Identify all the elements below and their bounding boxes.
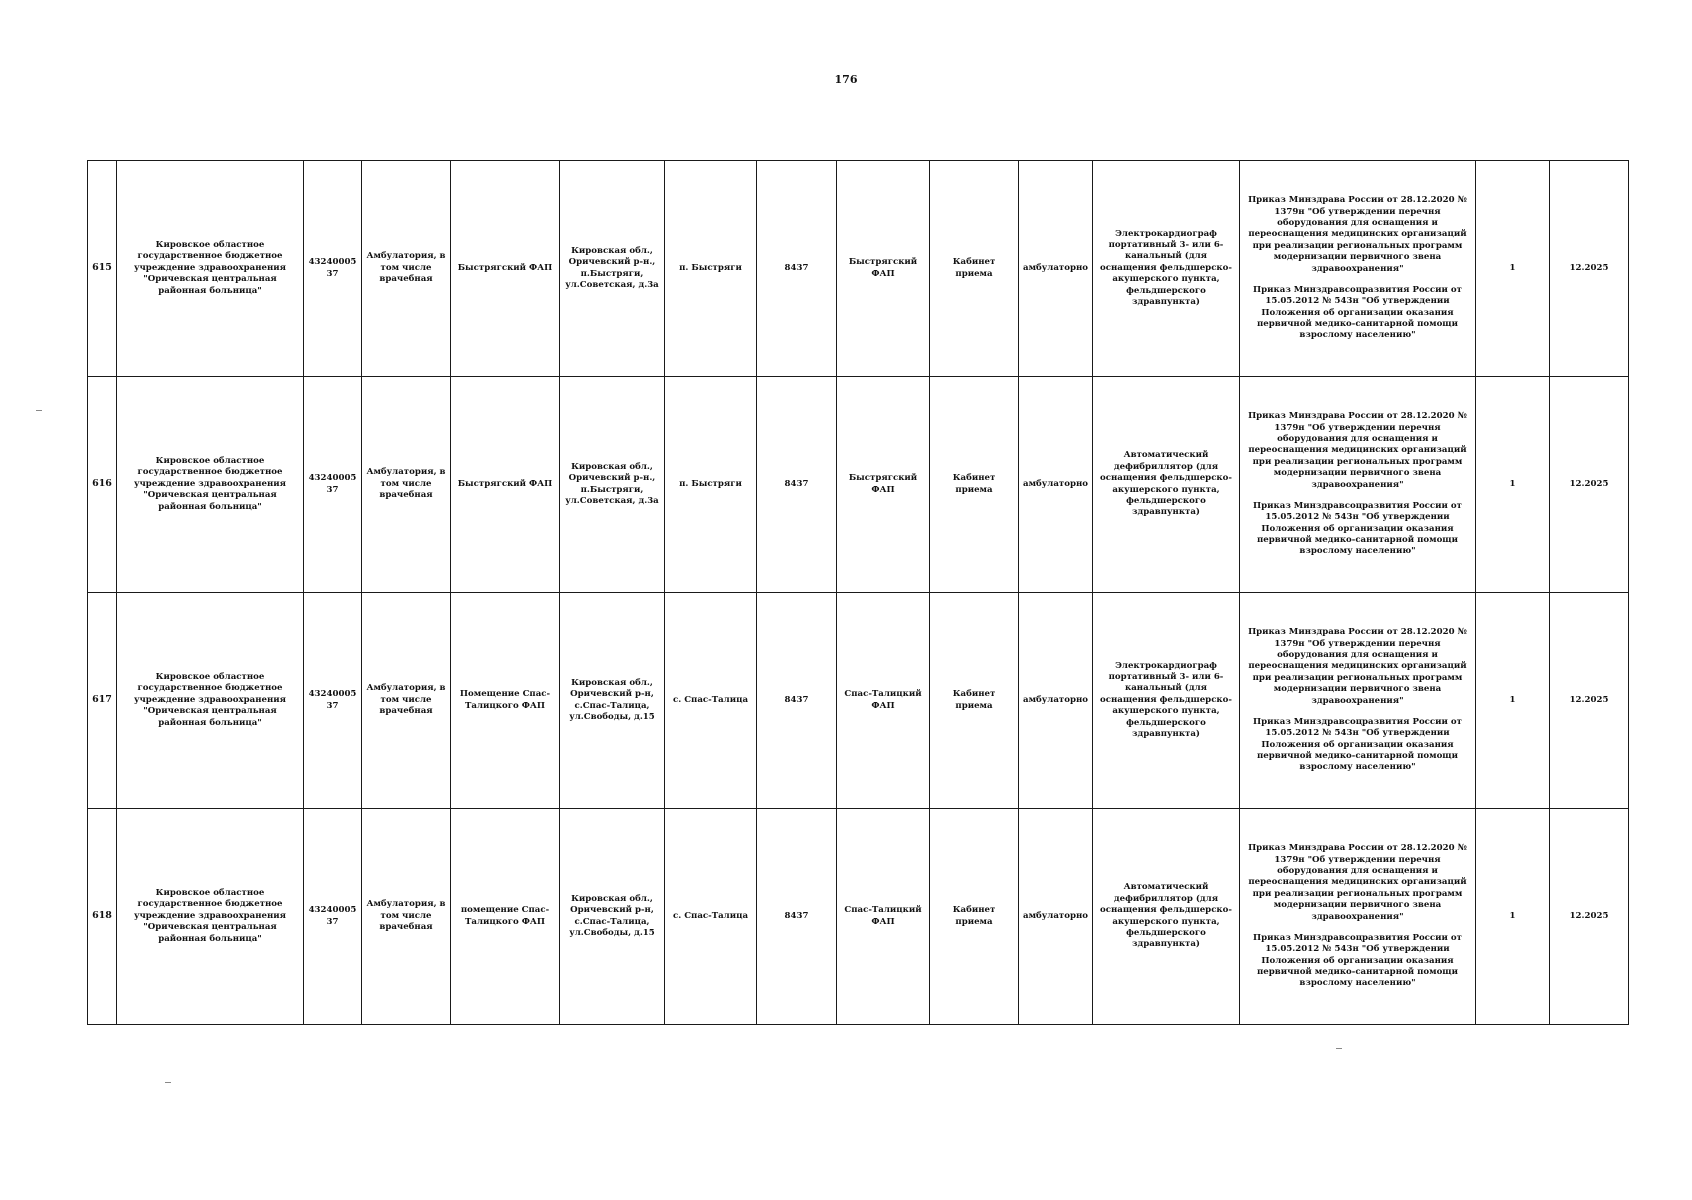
organization-cell: Кировское областное государственное бюджетное учреждение здравоохранения "Оричевская центральная районная больница" — [117, 593, 304, 809]
date-cell: 12.2025 — [1550, 593, 1629, 809]
settlement-cell: с. Спас-Талица — [665, 593, 757, 809]
document-reference-1: Приказ Минздрава России от 28.12.2020 № 1379н "Об утверждении перечня оборудования для оснащения и переоснащения медицинских организаций при реализации региональных программ модернизации первичного звена здравоохранения" — [1248, 195, 1467, 274]
condition-cell: амбулаторно — [1019, 161, 1093, 377]
document-reference-1: Приказ Минздрава России от 28.12.2020 № 1379н "Об утверждении перечня оборудования для оснащения и переоснащения медицинских организаций при реализации региональных программ модернизации первичного звена здравоохранения" — [1248, 627, 1467, 706]
date-cell: 12.2025 — [1550, 377, 1629, 593]
address-cell: Кировская обл., Оричевский р-н., п.Быстряги, ул.Советская, д.3а — [560, 161, 665, 377]
unit-cell: Быстрягский ФАП — [451, 161, 560, 377]
code-cell: 8437 — [757, 377, 837, 593]
condition-cell: амбулаторно — [1019, 593, 1093, 809]
facility-type-cell: Амбулатория, в том числе врачебная — [362, 809, 451, 1025]
address-cell: Кировская обл., Оричевский р-н., п.Быстряги, ул.Советская, д.3а — [560, 377, 665, 593]
quantity-cell: 1 — [1476, 593, 1550, 809]
scan-speck — [165, 1082, 171, 1083]
equipment-cell: Электрокардиограф портативный 3- или 6-канальный (для оснащения фельдшерско-акушерского пункта, фельдшерского здравпункта) — [1093, 161, 1240, 377]
unit-cell: Помещение Спас-Талицкого ФАП — [451, 593, 560, 809]
row-number-cell: 617 — [88, 593, 117, 809]
register-table — [87, 160, 1629, 1025]
inn-cell: 4324000537 — [304, 593, 362, 809]
scan-speck — [1336, 1048, 1342, 1049]
unit-name-cell: Быстрягский ФАП — [837, 377, 930, 593]
condition-cell: амбулаторно — [1019, 809, 1093, 1025]
row-number-cell: 618 — [88, 809, 117, 1025]
document-reference-2: Приказ Минздравсоцразвития России от 15.05.2012 № 543н "Об утверждении Положения об организации оказания первичной медико-санитарной помощи взрослому населению" — [1253, 500, 1462, 557]
inn-cell: 4324000537 — [304, 377, 362, 593]
documents-cell — [1240, 161, 1476, 377]
unit-name-cell: Быстрягский ФАП — [837, 161, 930, 377]
facility-type-cell: Амбулатория, в том числе врачебная — [362, 377, 451, 593]
date-cell: 12.2025 — [1550, 809, 1629, 1025]
quantity-cell: 1 — [1476, 809, 1550, 1025]
quantity-cell: 1 — [1476, 377, 1550, 593]
document-reference-2: Приказ Минздравсоцразвития России от 15.05.2012 № 543н "Об утверждении Положения об организации оказания первичной медико-санитарной помощи взрослому населению" — [1253, 284, 1462, 341]
address-cell: Кировская обл., Оричевский р-н, с.Спас-Талица, ул.Свободы, д.15 — [560, 593, 665, 809]
address-cell: Кировская обл., Оричевский р-н, с.Спас-Талица, ул.Свободы, д.15 — [560, 809, 665, 1025]
quantity-cell: 1 — [1476, 161, 1550, 377]
row-number-cell: 616 — [88, 377, 117, 593]
equipment-cell: Автоматический дефибриллятор (для оснащения фельдшерско-акушерского пункта, фельдшерского здравпункта) — [1093, 377, 1240, 593]
settlement-cell: п. Быстряги — [665, 161, 757, 377]
inn-cell: 4324000537 — [304, 161, 362, 377]
unit-cell: помещение Спас-Талицкого ФАП — [451, 809, 560, 1025]
document-reference-1: Приказ Минздрава России от 28.12.2020 № 1379н "Об утверждении перечня оборудования для оснащения и переоснащения медицинских организаций при реализации региональных программ модернизации первичного звена здравоохранения" — [1248, 843, 1467, 922]
code-cell: 8437 — [757, 161, 837, 377]
page-number: 176 — [834, 73, 858, 86]
equipment-cell: Электрокардиограф портативный 3- или 6-канальный (для оснащения фельдшерско-акушерского пункта, фельдшерского здравпункта) — [1093, 593, 1240, 809]
room-cell: Кабинет приема — [930, 377, 1019, 593]
documents-cell — [1240, 593, 1476, 809]
document-reference-2: Приказ Минздравсоцразвития России от 15.05.2012 № 543н "Об утверждении Положения об организации оказания первичной медико-санитарной помощи взрослому населению" — [1253, 716, 1462, 773]
unit-name-cell: Спас-Талицкий ФАП — [837, 593, 930, 809]
facility-type-cell: Амбулатория, в том числе врачебная — [362, 161, 451, 377]
inn-cell: 4324000537 — [304, 809, 362, 1025]
room-cell: Кабинет приема — [930, 809, 1019, 1025]
unit-cell: Быстрягский ФАП — [451, 377, 560, 593]
documents-cell — [1240, 809, 1476, 1025]
table-row — [88, 161, 1629, 377]
table-row — [88, 377, 1629, 593]
room-cell: Кабинет приема — [930, 593, 1019, 809]
equipment-cell: Автоматический дефибриллятор (для оснащения фельдшерско-акушерского пункта, фельдшерского здравпункта) — [1093, 809, 1240, 1025]
documents-cell — [1240, 377, 1476, 593]
organization-cell: Кировское областное государственное бюджетное учреждение здравоохранения "Оричевская центральная районная больница" — [117, 161, 304, 377]
organization-cell: Кировское областное государственное бюджетное учреждение здравоохранения "Оричевская центральная районная больница" — [117, 809, 304, 1025]
unit-name-cell: Спас-Талицкий ФАП — [837, 809, 930, 1025]
settlement-cell: с. Спас-Талица — [665, 809, 757, 1025]
table-row — [88, 593, 1629, 809]
settlement-cell: п. Быстряги — [665, 377, 757, 593]
table-row — [88, 809, 1629, 1025]
room-cell: Кабинет приема — [930, 161, 1019, 377]
organization-cell: Кировское областное государственное бюджетное учреждение здравоохранения "Оричевская центральная районная больница" — [117, 377, 304, 593]
date-cell: 12.2025 — [1550, 161, 1629, 377]
document-reference-2: Приказ Минздравсоцразвития России от 15.05.2012 № 543н "Об утверждении Положения об организации оказания первичной медико-санитарной помощи взрослому населению" — [1253, 932, 1462, 989]
scan-speck — [36, 410, 42, 411]
code-cell: 8437 — [757, 809, 837, 1025]
document-reference-1: Приказ Минздрава России от 28.12.2020 № 1379н "Об утверждении перечня оборудования для оснащения и переоснащения медицинских организаций при реализации региональных программ модернизации первичного звена здравоохранения" — [1248, 411, 1467, 490]
row-number-cell: 615 — [88, 161, 117, 377]
code-cell: 8437 — [757, 593, 837, 809]
condition-cell: амбулаторно — [1019, 377, 1093, 593]
facility-type-cell: Амбулатория, в том числе врачебная — [362, 593, 451, 809]
